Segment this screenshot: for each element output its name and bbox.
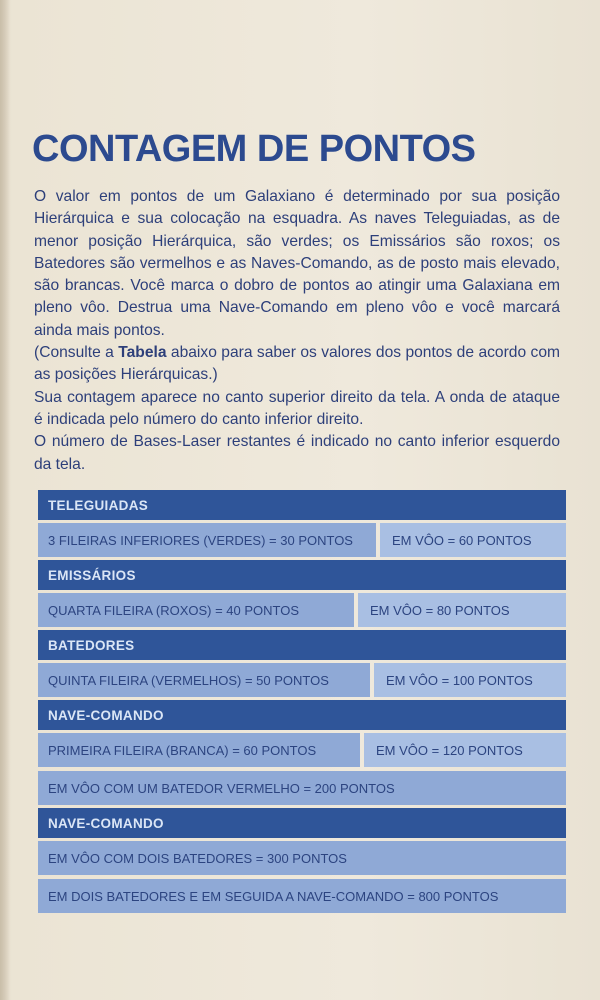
- page-spine-shadow: [0, 0, 10, 1000]
- section-header-nave-comando: NAVE-COMANDO: [38, 700, 566, 730]
- row-combo-points: EM VÔO COM UM BATEDOR VERMELHO = 200 PONTOS: [38, 771, 566, 805]
- row-base-points: 3 FILEIRAS INFERIORES (VERDES) = 30 PONTOS: [38, 523, 376, 557]
- table-row: [38, 732, 566, 768]
- points-table: [38, 490, 566, 916]
- row-flight-points: EM VÔO = 120 PONTOS: [364, 733, 566, 767]
- paragraph-score-location: Sua contagem aparece no canto superior direito da tela. A onda de ataque é indicada pelo número do canto inferior direito.: [34, 388, 560, 428]
- row-base-points: PRIMEIRA FILEIRA (BRANCA) = 60 PONTOS: [38, 733, 360, 767]
- table-row: [38, 592, 566, 628]
- row-flight-points: EM VÔO = 60 PONTOS: [380, 523, 566, 557]
- section-header-emissarios: EMISSÁRIOS: [38, 560, 566, 590]
- paragraph-laser-bases: O número de Bases-Laser restantes é indicado no canto inferior esquerdo da tela.: [34, 433, 560, 473]
- body-text: [34, 186, 560, 476]
- consult-text-before: (Consulte a: [34, 344, 119, 362]
- table-row: [38, 840, 566, 876]
- table-row: [38, 770, 566, 806]
- page-title: CONTAGEM DE PONTOS: [32, 128, 476, 170]
- table-row: [38, 662, 566, 698]
- table-row: [38, 522, 566, 558]
- row-base-points: QUINTA FILEIRA (VERMELHOS) = 50 PONTOS: [38, 663, 370, 697]
- row-base-points: QUARTA FILEIRA (ROXOS) = 40 PONTOS: [38, 593, 354, 627]
- paragraph-intro: O valor em pontos de um Galaxiano é determinado por sua posição Hierárquica e sua colocação na esquadra. As naves Teleguiadas, as de menor posição Hierárquica, são verdes; os Emissários são roxos; os Batedores são vermelhos e as Naves-Comando, as de posto mais elevado, são brancas. Você marca o dobro de pontos ao atingir uma Galaxiana em pleno vôo. Destrua uma Nave-Comando em pleno vôo e você marcará ainda mais pontos.: [34, 188, 560, 339]
- section-header-nave-comando-2: NAVE-COMANDO: [38, 808, 566, 838]
- row-flight-points: EM VÔO = 100 PONTOS: [374, 663, 566, 697]
- section-header-teleguiadas: TELEGUIADAS: [38, 490, 566, 520]
- section-header-batedores: BATEDORES: [38, 630, 566, 660]
- row-flight-points: EM VÔO = 80 PONTOS: [358, 593, 566, 627]
- row-combo-points: EM VÔO COM DOIS BATEDORES = 300 PONTOS: [38, 841, 566, 875]
- paragraph-consult: [34, 342, 560, 387]
- consult-text-after: abaixo para saber os valores dos pontos de acordo com as posições Hierárquicas.): [34, 344, 560, 384]
- consult-table-word: Tabela: [118, 344, 167, 362]
- table-row: [38, 878, 566, 914]
- row-combo-points: EM DOIS BATEDORES E EM SEGUIDA A NAVE-COMANDO = 800 PONTOS: [38, 879, 566, 913]
